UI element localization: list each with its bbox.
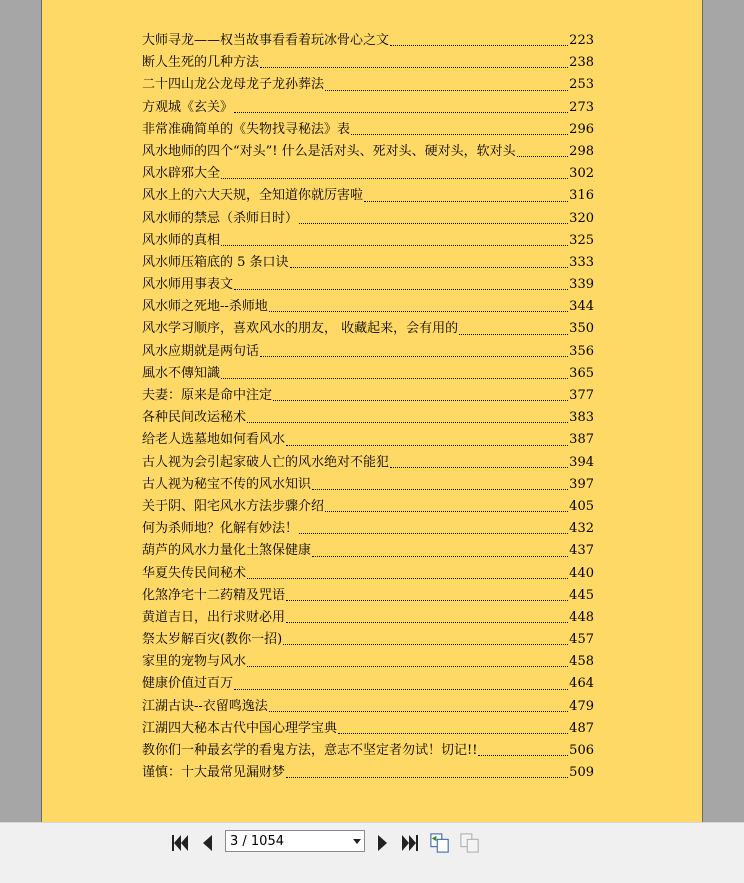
toc-entry-page-number: 448 [569,609,594,625]
toc-entry-page-number: 273 [569,99,594,115]
toc-entry[interactable] [142,385,594,407]
toc-entry-title: 方观城《玄关》 [142,99,234,115]
toc-dot-leader [299,222,568,224]
toc-entry[interactable] [142,141,594,163]
toc-entry-page-number: 238 [569,55,594,71]
toc-entry[interactable] [142,363,594,385]
single-page-view-button[interactable] [460,833,480,853]
toc-entry-page-number: 445 [569,587,594,603]
toc-entry-page-number: 458 [569,654,594,670]
toc-dot-leader [286,444,568,446]
toc-entry-page-number: 440 [569,565,594,581]
toc-dot-leader [221,177,568,179]
toc-entry-page-number: 397 [569,476,594,492]
toc-entry-title: 风水师的禁忌（杀师日时） [142,210,299,226]
toc-entry-page-number: 339 [569,277,594,293]
toc-entry-title: 家里的宠物与风水 [142,654,247,670]
toc-entry[interactable] [142,230,594,252]
page-indicator: 3 / 1054 [230,833,284,849]
toc-entry[interactable] [142,607,594,629]
toc-entry[interactable] [142,718,594,740]
toc-entry[interactable] [142,163,594,185]
toc-dot-leader [299,532,568,534]
toc-entry-title: 风水地师的四个“对头”! 什么是活对头、死对头、硬对头，软对头 [142,143,516,159]
toc-dot-leader [247,421,568,423]
toc-entry-title: 风水师压箱底的 5 条口诀 [142,254,289,270]
toc-dot-leader [273,399,568,401]
toc-entry-page-number: 356 [569,343,594,359]
toc-dot-leader [283,643,568,645]
previous-page-button[interactable] [198,833,218,853]
toc-dot-leader [260,355,568,357]
toc-entry-title: 华夏失传民间秘术 [142,565,247,581]
continuous-view-icon [430,832,450,854]
toc-entry-title: 风水师用事表文 [142,277,234,293]
toc-entry[interactable] [142,518,594,540]
toc-entry[interactable] [142,429,594,451]
toc-entry-title: 何为杀师地？化解有妙法！ [142,521,299,537]
toc-entry-page-number: 325 [569,232,594,248]
toc-entry-page-number: 432 [569,521,594,537]
toc-entry[interactable] [142,274,594,296]
toc-entry-page-number: 506 [569,743,594,758]
toc-entry-title: 江湖四大秘本古代中国心理学宝典 [142,720,338,736]
toc-dot-leader [247,577,568,579]
toc-entry-title: 古人视为秘宝不传的风水知识 [142,476,312,492]
toc-entry-title: 关于阴、阳宅风水方法步骤介绍 [142,498,325,514]
toc-dot-leader [390,466,568,468]
toc-entry-page-number: 296 [569,121,594,137]
toc-dot-leader [351,133,568,135]
page-number-select[interactable] [225,830,365,852]
toc-entry-page-number: 253 [569,77,594,93]
toc-dot-leader [221,244,568,246]
toc-entry-title: 風水不傳知識 [142,365,221,381]
continuous-view-button[interactable] [430,833,450,853]
toc-entry-page-number: 302 [569,166,594,182]
toc-entry-page-number: 405 [569,498,594,514]
toc-entry[interactable] [142,97,594,119]
toc-entry-page-number: 457 [569,632,594,648]
toc-entry[interactable] [142,119,594,141]
toc-dot-leader [234,688,568,690]
toc-entry[interactable] [142,496,594,518]
toc-entry[interactable] [142,629,594,651]
toc-dot-leader [312,555,568,557]
toc-entry-page-number: 487 [569,720,594,736]
toc-entry-page-number: 350 [569,321,594,337]
toc-dot-leader [478,754,568,756]
toc-dot-leader [338,732,568,734]
toc-dot-leader [290,266,569,268]
toc-entry-title: 非常准确简单的《失物找寻秘法》表 [142,121,351,137]
toc-dot-leader [234,111,568,113]
last-page-button[interactable] [400,833,420,853]
toc-dot-leader [221,377,568,379]
first-page-button[interactable] [170,833,190,853]
toc-entry-page-number: 333 [569,254,594,270]
toc-entry-title: 风水辟邪大全 [142,166,221,182]
toc-dot-leader [286,599,568,601]
toc-entry[interactable] [142,673,594,695]
toc-entry[interactable] [142,407,594,429]
toc-dot-leader [234,288,568,290]
toc-entry-title: 风水师之死地--杀师地 [142,299,268,315]
toc-dot-leader [517,155,569,157]
toc-entry-title: 风水上的六大天规，全知道你就厉害啦 [142,188,364,204]
toc-entry-title: 江湖古诀--衣留鸣逸法 [142,698,268,714]
toc-dot-leader [247,665,568,667]
toc-entry[interactable] [142,52,594,74]
toc-entry[interactable] [142,185,594,207]
toc-dot-leader [364,200,568,202]
toc-entry-title: 风水应期就是两句话 [142,343,260,359]
toc-entry[interactable] [142,296,594,318]
toc-dot-leader [312,488,568,490]
toc-dot-leader [390,44,568,46]
toc-dot-leader [269,310,568,312]
toc-entry-title: 化煞净宅十二药精及咒语 [142,587,286,603]
toc-entry-title: 黄道吉日，出行求财必用 [142,609,286,625]
toc-entry-title: 夫妻：原来是命中注定 [142,388,273,403]
toc-entry-title: 教你们一种最玄学的看鬼方法，意志不坚定者勿试！切记!! [142,743,478,758]
last-page-icon [401,834,419,852]
toc-entry[interactable] [142,563,594,585]
toc-entry-title: 二十四山龙公龙母龙子龙孙葬法 [142,77,325,93]
toc-entry-title: 健康价值过百万 [142,676,234,692]
toc-dot-leader [325,89,568,91]
toc-dot-leader [286,776,568,778]
toc-entry-title: 大师寻龙——权当故事看看着玩冰骨心之文 [142,33,390,48]
toc-entry-page-number: 479 [569,698,594,714]
toc-entry[interactable] [142,318,594,340]
toc-entry-title: 葫芦的风水力量化土煞保健康 [142,543,312,559]
toc-entry-page-number: 387 [569,432,594,448]
toc-dot-leader [269,710,568,712]
toc-entry[interactable] [142,74,594,96]
toc-entry[interactable] [142,252,594,274]
toc-entry-title: 谨慎：十大最常见漏财梦 [142,765,286,781]
toc-entry-title: 古人视为会引起家破人亡的风水绝对不能犯 [142,454,390,470]
toc-entry-title: 各种民间改运秘术 [142,410,247,426]
toc-dot-leader [286,621,568,623]
document-page [41,0,703,822]
toc-entry[interactable] [142,740,594,762]
toc-entry[interactable] [142,585,594,607]
toc-entry[interactable] [142,762,594,784]
table-of-contents [142,30,594,784]
toc-entry[interactable] [142,474,594,496]
prev-page-icon [199,834,217,852]
toc-entry[interactable] [142,696,594,718]
toc-entry-title: 给老人选墓地如何看风水 [142,432,286,448]
toc-entry[interactable] [142,651,594,673]
toc-entry-page-number: 383 [569,410,594,426]
toc-entry-page-number: 344 [569,299,594,315]
toc-entry-title: 断人生死的几种方法 [142,55,260,71]
toc-entry-title: 祭太岁解百灾(教你一招) [142,632,283,648]
toc-entry-page-number: 437 [569,543,594,559]
toc-entry[interactable] [142,452,594,474]
toc-entry-page-number: 365 [569,365,594,381]
next-page-button[interactable] [372,833,392,853]
toc-entry[interactable] [142,540,594,562]
toc-dot-leader [260,66,568,68]
toc-entry-page-number: 464 [569,676,594,692]
toc-entry[interactable] [142,208,594,230]
toc-entry-page-number: 320 [569,210,594,226]
toc-entry-page-number: 394 [569,454,594,470]
toc-entry-page-number: 377 [569,388,594,403]
toc-entry-page-number: 223 [569,33,594,48]
navigation-toolbar [0,822,744,883]
toc-dot-leader [459,333,568,335]
toc-entry-title: 风水学习顺序，喜欢风水的朋友， 收藏起来，会有用的 [142,321,459,337]
toc-entry-page-number: 509 [569,765,594,781]
toc-dot-leader [325,510,568,512]
first-page-icon [171,834,189,852]
toc-entry[interactable] [142,30,594,52]
toc-entry[interactable] [142,341,594,363]
toc-entry-page-number: 298 [569,143,594,159]
toc-entry-title: 风水师的真相 [142,232,221,248]
chevron-down-icon[interactable] [350,831,364,851]
toc-entry-page-number: 316 [569,188,594,204]
single-page-view-icon [460,832,480,854]
next-page-icon [373,834,391,852]
